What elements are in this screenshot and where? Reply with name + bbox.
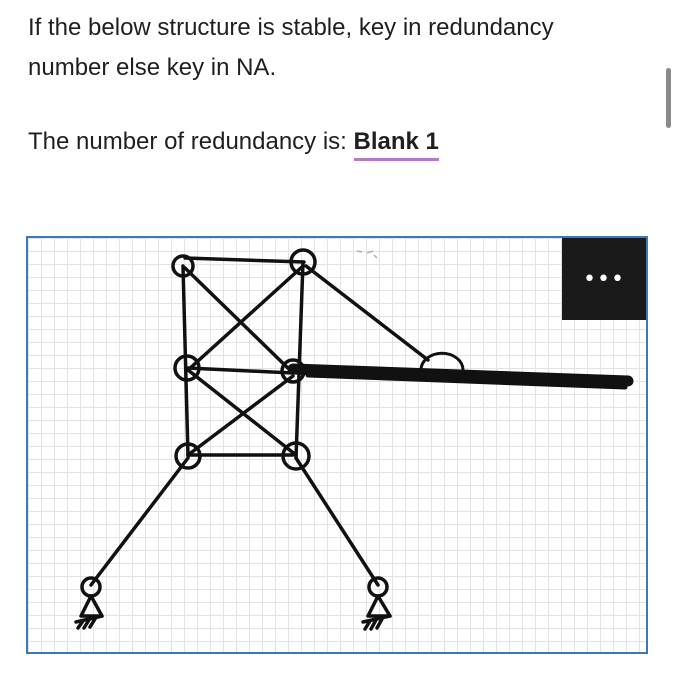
- member-middle-beam: [188, 368, 293, 373]
- answer-prompt: The number of redundancy is:: [28, 128, 354, 155]
- member-left-leg: [91, 458, 188, 585]
- member-left-column: [183, 266, 188, 456]
- blank-1-field[interactable]: Blank 1: [354, 127, 439, 161]
- left-pin-support: [81, 596, 102, 616]
- member-right-leg: [296, 458, 378, 585]
- question-text: [28, 8, 628, 88]
- member-diagonal-tie: [306, 266, 428, 360]
- joint-left-support: [82, 578, 100, 596]
- right-pin-support: [368, 596, 390, 616]
- scrollbar[interactable]: [666, 68, 671, 128]
- more-options-button[interactable]: •••: [562, 238, 646, 320]
- answer-line: [28, 122, 439, 162]
- member-top-beam: [185, 258, 304, 262]
- truss-drawing: [28, 238, 648, 654]
- question-line-2: number else key in NA.: [28, 54, 277, 81]
- joint-right-support: [369, 578, 387, 596]
- member-bottom-brace-b: [188, 376, 293, 455]
- structure-figure: [26, 236, 648, 654]
- question-line-1: If the below structure is stable, key in redundancy: [28, 14, 554, 41]
- member-top-brace-b: [188, 266, 303, 370]
